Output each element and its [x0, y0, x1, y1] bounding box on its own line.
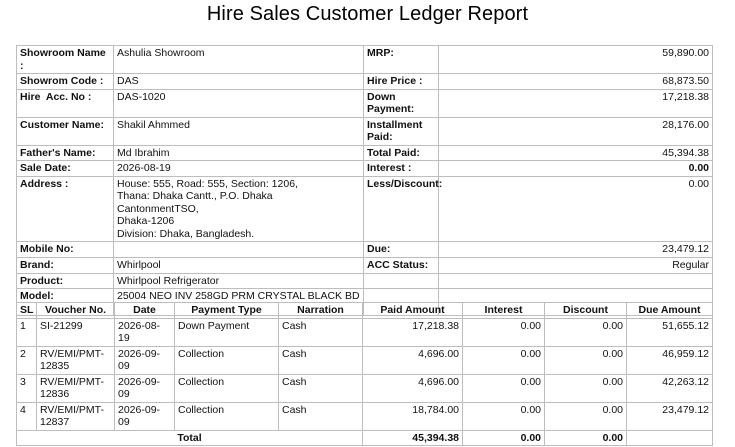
total-interest: 0.00 — [463, 430, 545, 446]
row-narration: Cash — [279, 402, 363, 430]
address-line: Dhaka-1206 — [117, 215, 175, 227]
showroom-name-label: Showroom Name : — [17, 46, 114, 74]
hire-price-value: 68,873.50 — [439, 74, 713, 90]
total-paid-amount: 45,394.38 — [363, 430, 463, 446]
due-value: 23,479.12 — [439, 242, 713, 258]
row-discount: 0.00 — [545, 374, 627, 402]
total-row — [17, 430, 713, 446]
row-sl: 4 — [17, 402, 37, 430]
header-discount: Discount — [545, 303, 627, 319]
showroom-code-value: DAS — [114, 74, 364, 90]
acc-status-value: Regular — [439, 258, 713, 274]
header-interest: Interest — [463, 303, 545, 319]
sale-date-value: 2026-08-19 — [114, 161, 364, 177]
mobile-value — [114, 242, 364, 258]
row-interest: 0.00 — [463, 318, 545, 346]
header-sl: SL — [17, 303, 37, 319]
row-voucher: RV/EMI/PMT-12836 — [37, 374, 115, 402]
header-due-amount: Due Amount — [627, 303, 713, 319]
row-sl: 1 — [17, 318, 37, 346]
row-due-amount: 42,263.12 — [627, 374, 713, 402]
row-discount: 0.00 — [545, 346, 627, 374]
showroom-code-label: Showrom Code : — [17, 74, 114, 90]
mrp-label: MRP: — [364, 46, 439, 74]
model-value: 25004 NEO INV 258GD PRM CRYSTAL BLACK BD — [114, 289, 364, 316]
row-date: 2026-09-09 — [115, 346, 175, 374]
hire-price-label: Hire Price : — [364, 74, 439, 90]
row-discount: 0.00 — [545, 318, 627, 346]
down-payment-value: 17,218.38 — [439, 89, 713, 117]
customer-name-value: Shakil Ahmmed — [114, 117, 364, 145]
address-line: CantonmentTSO, — [117, 202, 199, 215]
row-interest: 0.00 — [463, 402, 545, 430]
row-voucher: SI-21299 — [37, 318, 115, 346]
showroom-name-value: Ashulia Showroom — [114, 46, 364, 74]
sale-date-label: Sale Date: — [17, 161, 114, 177]
row-payment-type: Collection — [175, 402, 279, 430]
row-narration: Cash — [279, 318, 363, 346]
row-paid-amount: 4,696.00 — [363, 346, 463, 374]
table-row — [17, 346, 713, 374]
father-name-label: Father's Name: — [17, 145, 114, 161]
interest-value: 0.00 — [439, 161, 713, 177]
table-row — [17, 318, 713, 346]
mrp-value: 59,890.00 — [439, 46, 713, 74]
address-line: Thana: Dhaka Cantt., P.O. Dhaka — [117, 190, 273, 202]
address-line: Division: Dhaka, Bangladesh. — [117, 227, 255, 240]
down-payment-label: Down Payment: — [364, 89, 439, 117]
row-date: 2026-09-09 — [115, 374, 175, 402]
row-voucher: RV/EMI/PMT-12835 — [37, 346, 115, 374]
row-payment-type: Down Payment — [175, 318, 279, 346]
address-label: Address : — [17, 176, 114, 242]
row-paid-amount: 17,218.38 — [363, 318, 463, 346]
row-sl: 2 — [17, 346, 37, 374]
empty-cell — [364, 273, 439, 289]
total-paid-value: 45,394.38 — [439, 145, 713, 161]
row-date: 2026-08-19 — [115, 318, 175, 346]
brand-value: Whirlpool — [114, 258, 364, 274]
row-discount: 0.00 — [545, 402, 627, 430]
address-value — [114, 176, 364, 242]
model-label: Model: — [17, 289, 114, 316]
customer-name-label: Customer Name: — [17, 117, 114, 145]
mobile-label: Mobile No: — [17, 242, 114, 258]
row-date: 2026-09-09 — [115, 402, 175, 430]
brand-label: Brand: — [17, 258, 114, 274]
acc-status-label: ACC Status: — [364, 258, 439, 274]
table-row — [17, 374, 713, 402]
header-date: Date — [115, 303, 175, 319]
table-row — [17, 402, 713, 430]
row-narration: Cash — [279, 346, 363, 374]
row-due-amount: 46,959.12 — [627, 346, 713, 374]
address-line: House: 555, Road: 555, Section: 1206, — [117, 177, 298, 190]
header-payment-type: Payment Type — [175, 303, 279, 319]
due-label: Due: — [364, 242, 439, 258]
installment-paid-label: Installment Paid: — [364, 117, 439, 145]
total-due-empty — [627, 430, 713, 446]
less-discount-value: 0.00 — [439, 176, 713, 242]
product-value: Whirlpool Refrigerator — [114, 273, 364, 289]
header-voucher: Voucher No. — [37, 303, 115, 319]
row-due-amount: 23,479.12 — [627, 402, 713, 430]
row-interest: 0.00 — [463, 374, 545, 402]
row-narration: Cash — [279, 374, 363, 402]
total-paid-label: Total Paid: — [364, 145, 439, 161]
row-sl: 3 — [17, 374, 37, 402]
row-voucher: RV/EMI/PMT-12837 — [37, 402, 115, 430]
row-payment-type: Collection — [175, 374, 279, 402]
ledger-table — [16, 302, 713, 446]
hire-acc-label: Hire Acc. No : — [17, 89, 114, 117]
product-label: Product: — [17, 273, 114, 289]
installment-paid-value: 28,176.00 — [439, 117, 713, 145]
interest-label: Interest : — [364, 161, 439, 177]
empty-cell — [439, 273, 713, 289]
row-paid-amount: 4,696.00 — [363, 374, 463, 402]
row-due-amount: 51,655.12 — [627, 318, 713, 346]
header-paid-amount: Paid Amount — [363, 303, 463, 319]
total-label: Total — [17, 430, 363, 446]
less-discount-label: Less/Discount: — [364, 176, 439, 242]
header-narration: Narration — [279, 303, 363, 319]
report-title: Hire Sales Customer Ledger Report — [206, 3, 529, 25]
father-name-value: Md Ibrahim — [114, 145, 364, 161]
hire-acc-value: DAS-1020 — [114, 89, 364, 117]
row-interest: 0.00 — [463, 346, 545, 374]
row-paid-amount: 18,784.00 — [363, 402, 463, 430]
row-payment-type: Collection — [175, 346, 279, 374]
customer-info-table — [16, 45, 713, 316]
total-discount: 0.00 — [545, 430, 627, 446]
